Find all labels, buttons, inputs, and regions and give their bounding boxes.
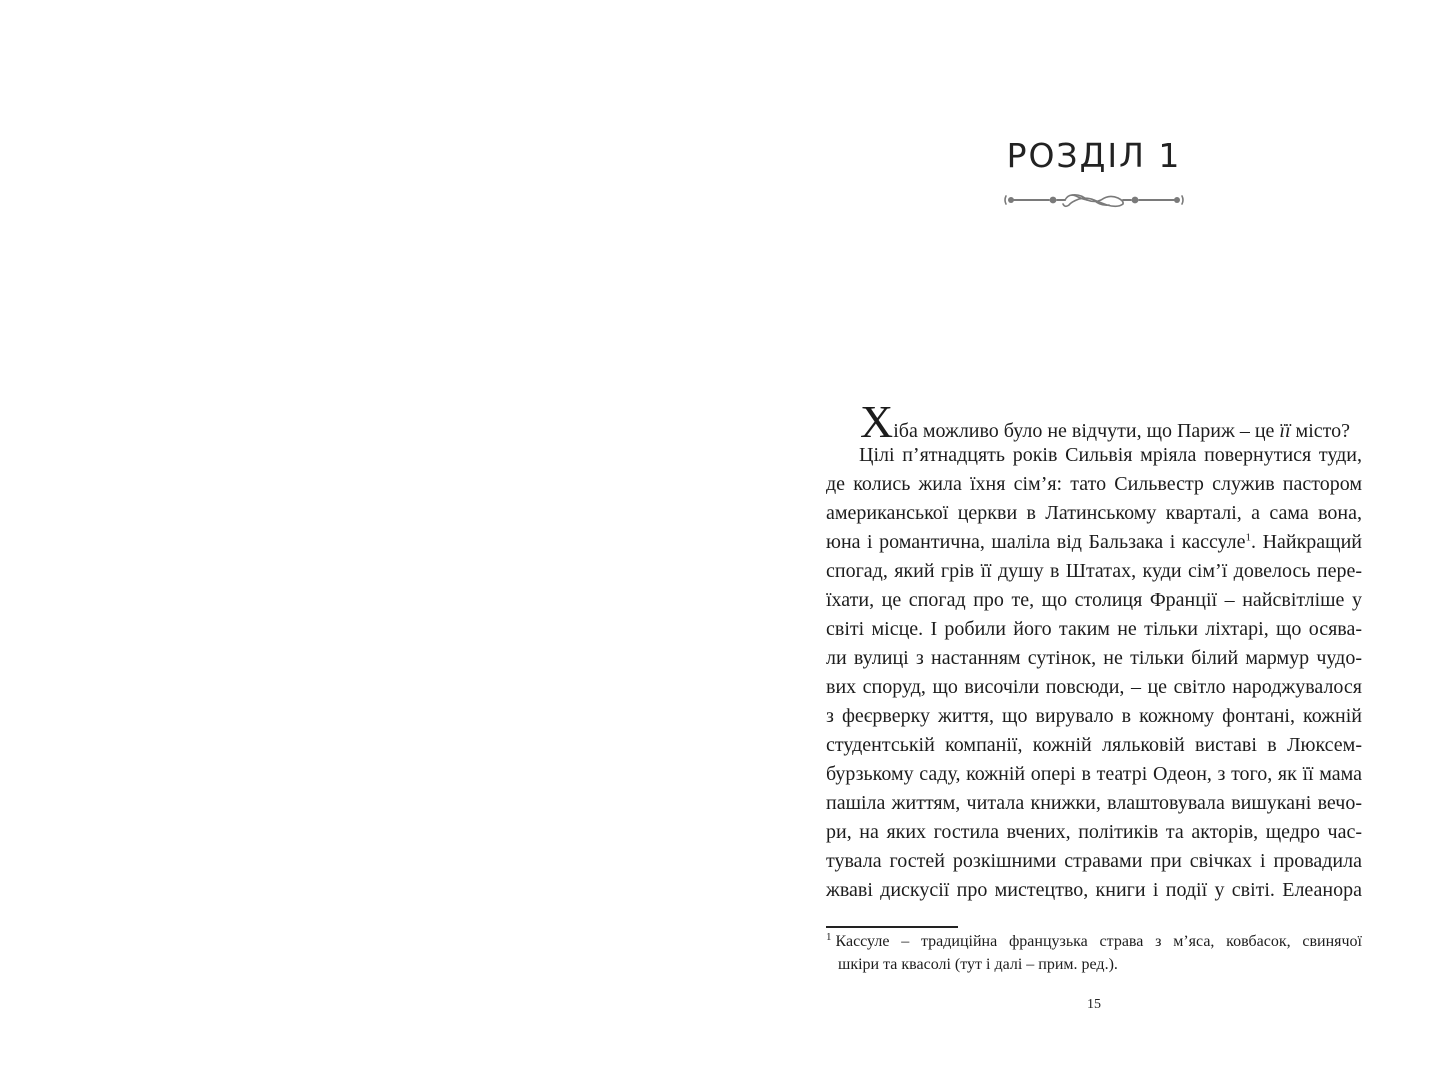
paragraph-line: їхати, це спогад про те, що столиця Франції – найсвітліше у bbox=[826, 589, 1362, 611]
chapter-body-text bbox=[826, 396, 1362, 905]
text-run: іба можливо було не відчути, що Париж – це bbox=[893, 420, 1280, 442]
footnote-line bbox=[826, 930, 1362, 953]
footnote-text: Кассуле – традиційна французька страва з м’яса, ковбасок, свинячої bbox=[835, 933, 1362, 950]
paragraph-line: ри, на яких гостила вчених, політиків та акторів, щедро час- bbox=[826, 821, 1362, 843]
flourish-divider-icon bbox=[1003, 188, 1185, 212]
emphasis-text: її bbox=[1279, 420, 1291, 442]
paragraph-line: студентській компанії, кожній ляльковій виставі в Люксем- bbox=[826, 734, 1362, 756]
text-run: . Найкращий bbox=[1251, 531, 1362, 553]
paragraph-line: з феєрверку життя, що вирувало в кожному фонтані, кожній bbox=[826, 705, 1362, 727]
paragraph-line: жваві дискусії про мистецтво, книги і події у світі. Елеанора bbox=[826, 879, 1362, 901]
paragraph-line: де колись жила їхня сім’я: тато Сильвестр служив пастором bbox=[826, 473, 1362, 495]
paragraph-line: вих споруд, що височіли повсюди, – це світло народжувалося bbox=[826, 676, 1362, 698]
right-page bbox=[722, 0, 1445, 1084]
paragraph-line: пашіла життям, читала книжки, влаштовувала вишукані вечо- bbox=[826, 792, 1362, 814]
text-run: юна і романтична, шаліла від Бальзака і кассуле bbox=[826, 531, 1246, 553]
chapter-title: РОЗДІЛ 1 bbox=[1006, 136, 1182, 175]
paragraph-line: тувала гостей розкішними стравами при свічках і провадила bbox=[826, 850, 1362, 872]
paragraph-line: американської церкви в Латинському кварталі, а сама вона, bbox=[826, 502, 1362, 524]
footnote-line: шкіри та квасолі (тут і далі – прим. ред.). bbox=[838, 956, 1118, 973]
paragraph-line: бурзькому саду, кожній опері в театрі Одеон, з того, як її мама bbox=[826, 763, 1362, 785]
paragraph-line: світі місце. І робили його таким не тільки ліхтарі, що осява- bbox=[826, 618, 1362, 640]
paragraph-line bbox=[826, 528, 1362, 557]
paragraph-line bbox=[826, 396, 1362, 447]
footnote-reference[interactable]: 1 bbox=[1245, 531, 1252, 544]
footnote-divider bbox=[826, 926, 958, 928]
paragraph-line: Цілі п’ятнадцять років Сильвія мріяла повернутися туди, bbox=[859, 444, 1362, 466]
text-run: місто? bbox=[1290, 420, 1350, 442]
footnote-mark: 1 bbox=[826, 930, 832, 943]
page-number: 15 bbox=[1087, 997, 1101, 1012]
drop-cap: Х bbox=[860, 396, 894, 447]
left-page-blank bbox=[0, 0, 722, 1084]
paragraph-line: ли вулиці з настанням сутінок, не тільки білий мармур чудо- bbox=[826, 647, 1362, 669]
footnote bbox=[826, 930, 1362, 976]
paragraph-line: спогад, який грів її душу в Штатах, куди сім’ї довелось пере- bbox=[826, 560, 1362, 582]
